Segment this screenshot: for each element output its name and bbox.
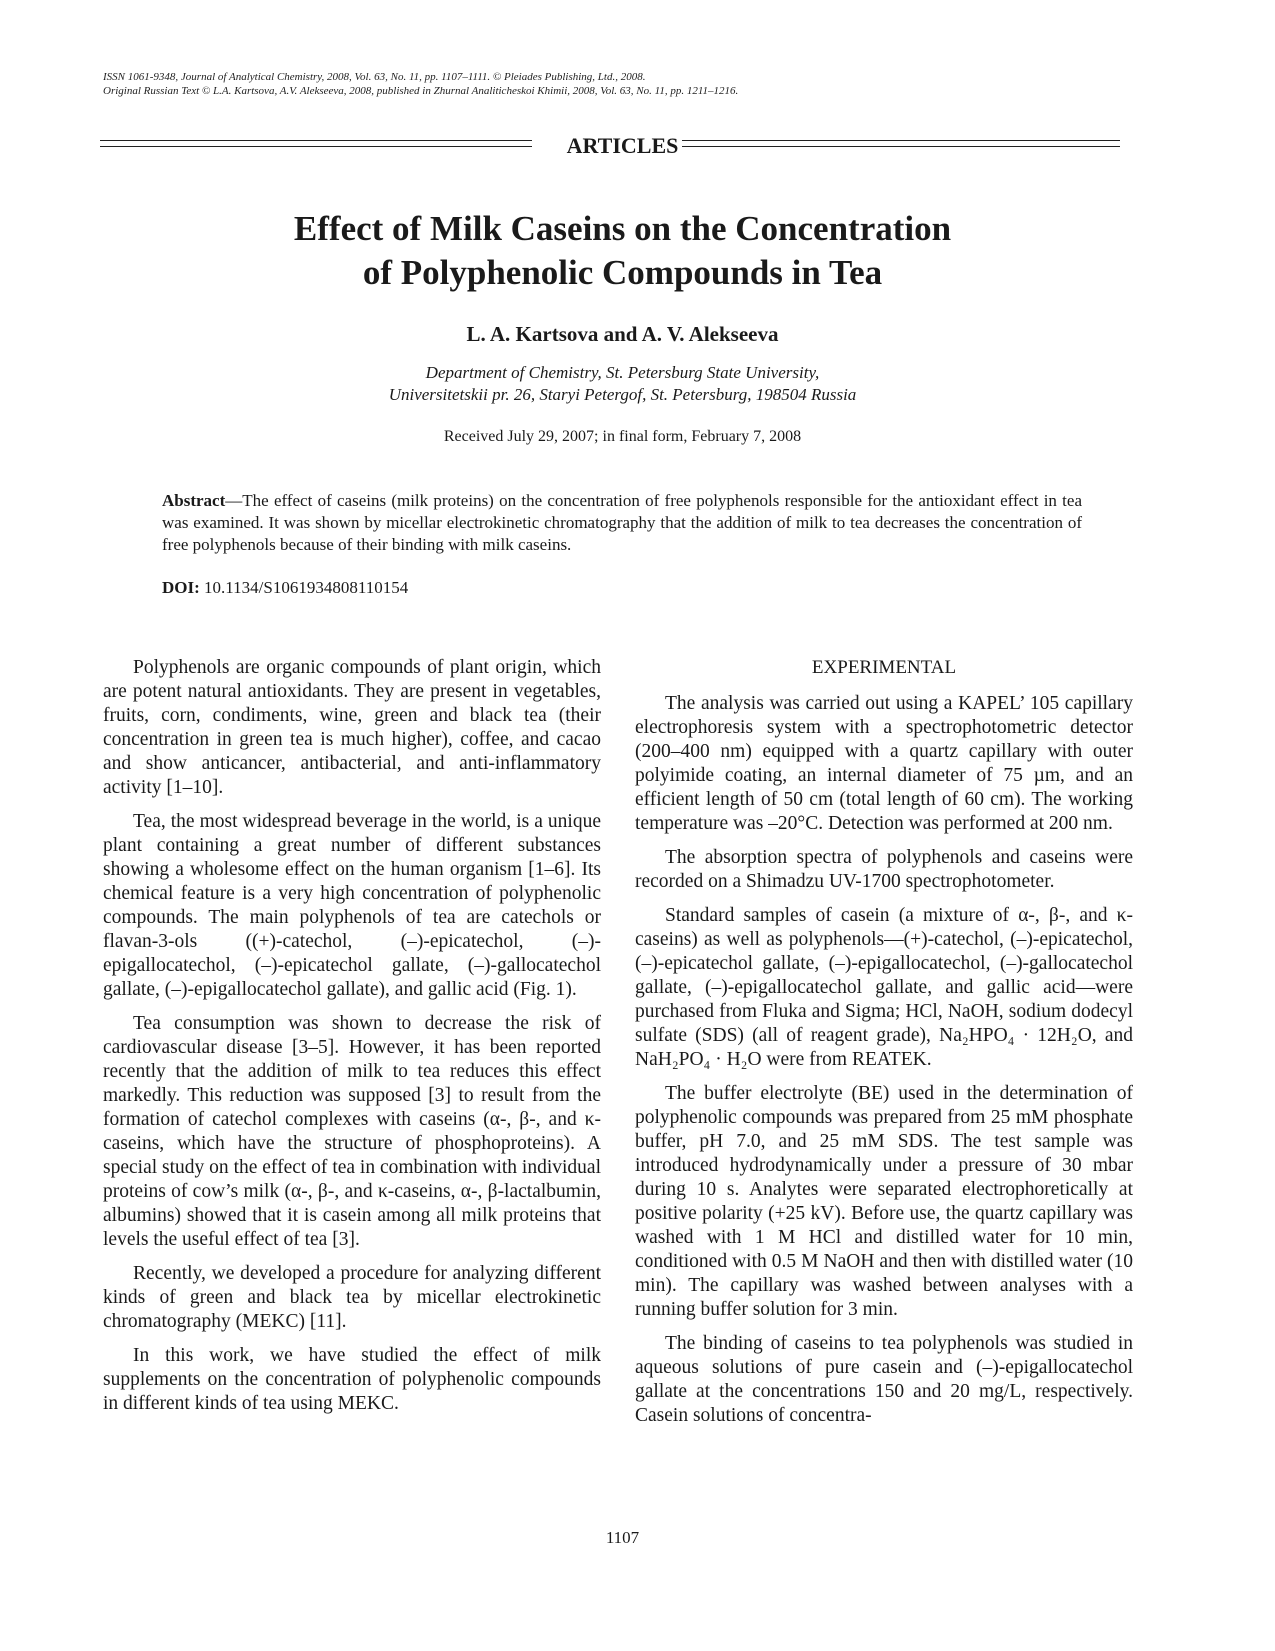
body-paragraph: The absorption spectra of polyphenols and caseins were recorded on a Shimadzu UV-1700 spectrophotometer. (635, 847, 1133, 892)
abstract-text: —The effect of caseins (milk proteins) on the concentration of free polyphenols responsible for the antioxidant effect in tea was examined. It was shown by micellar electrokinetic chromatography that the addition of milk to tea decreases the concentration of free polyphenols because of their binding with milk caseins. (162, 491, 1082, 554)
authors: L. A. Kartsova and A. V. Alekseeva (466, 322, 779, 346)
journal-header (103, 70, 738, 98)
affiliation-line2: Universitetskii pr. 26, Staryi Petergof, St. Petersburg, 198504 Russia (388, 385, 857, 404)
body-paragraph: The binding of caseins to tea polyphenols was studied in aqueous solutions of pure casein and (–)-epigallocatechol gallate at the concentrations 150 and 20 mg/L, respectively. Casein solutions of concentra- (635, 1333, 1133, 1426)
body-paragraph: Tea, the most widespread beverage in the world, is a unique plant containing a great number of different substances showing a wholesome effect on the human organism [1–6]. Its chemical feature is a very high concentration of polyphenolic compounds. The main polyphenols of tea are catechols or flavan-3-ols ((+)-catechol, (–)-epicatechol, (–)-epigallocatechol, (–)-epicatechol gallate, (–)-gallocatechol gallate, (–)-epigallocatechol gallate), and gallic acid (Fig. 1). (103, 811, 601, 1000)
received-dates: Received July 29, 2007; in final form, February 7, 2008 (443, 428, 802, 445)
body-paragraph: The buffer electrolyte (BE) used in the determination of polyphenolic compounds was prepared from 25 mM phosphate buffer, pH 7.0, and 25 mM SDS. The test sample was introduced hydrodynamically under a pressure of 30 mbar during 10 s. Analytes were separated electrophoretically at positive polarity (+25 kV). Before use, the quartz capillary was washed with 1 M HCl and distilled water for 10 min, conditioned with 0.5 M NaOH and then with distilled water (10 min). The capillary was washed between analyses with a running buffer solution for 3 min. (635, 1083, 1133, 1320)
section-label: ARTICLES (566, 133, 679, 158)
body-paragraph: In this work, we have studied the effect of milk supplements on the concentration of polyphenolic compounds in different kinds of tea using MEKC. (103, 1345, 601, 1414)
paper-title-line1: Effect of Milk Caseins on the Concentration (293, 209, 952, 248)
affiliation-line1: Department of Chemistry, St. Petersburg State University, (425, 363, 820, 382)
doi (162, 578, 408, 598)
page-number: 1107 (605, 1528, 640, 1547)
body-paragraph: The analysis was carried out using a KAPEL’ 105 capillary electrophoresis system with a spectrophotometric detector (200–400 nm) equipped with a quartz capillary with outer polyimide coating, an internal diameter of 75 µm, and an efficient length of 50 cm (total length of 60 cm). The working temperature was –20°C. Detection was performed at 200 nm. (635, 693, 1133, 834)
body-paragraph: Polyphenols are organic compounds of plant origin, which are potent natural antioxidants. They are present in vegetables, fruits, corn, condiments, wine, green and black tea (their concentration in green tea is much higher), coffee, and cacao and show anticancer, antibacterial, and anti-inflammatory activity [1–10]. (103, 657, 601, 798)
paper-title-line2: of Polyphenolic Compounds in Tea (362, 253, 883, 292)
doi-value: 10.1134/S1061934808110154 (204, 578, 409, 597)
left-column (103, 656, 601, 1426)
journal-header-line1: ISSN 1061-9348, Journal of Analytical Chemistry, 2008, Vol. 63, No. 11, pp. 1107–1111. © Pleiades Publishing, Ltd., 2008. (103, 71, 646, 83)
section-heading-experimental: EXPERIMENTAL (811, 657, 957, 678)
body-paragraph: Tea consumption was shown to decrease the risk of cardiovascular disease [3–5]. However, it has been reported recently that the addition of milk to tea reduces this effect markedly. This reduction was supposed [3] to result from the formation of catechol complexes with caseins (α-, β-, and κ-caseins, which have the structure of phosphoproteins). A special study on the effect of tea in combination with individual proteins of cow’s milk (α-, β-, and κ-caseins, α-, β-lactalbumin, albumins) showed that it is casein among all milk proteins that levels the useful effect of tea [3]. (103, 1013, 601, 1250)
abstract-label: Abstract (162, 491, 226, 510)
doi-label: DOI: (162, 578, 200, 597)
body-paragraph: Recently, we developed a procedure for analyzing different kinds of green and black tea by micellar electrokinetic chromatography (MEKC) [11]. (103, 1263, 601, 1332)
abstract (162, 490, 1082, 556)
right-column (635, 656, 1133, 1438)
journal-header-line2: Original Russian Text © L.A. Kartsova, A.V. Alekseeva, 2008, published in Zhurnal Analiticheskoi Khimii, 2008, Vol. 63, No. 11, pp. 1211–1216. (103, 85, 739, 97)
body-paragraph: Standard samples of casein (a mixture of α-, β-, and κ-caseins) as well as polyphenols—(+)-catechol, (–)-epicatechol, (–)-epicatechol gallate, (–)-epigallocatechol, (–)-gallocatechol gallate, (–)-epigallocatechol gallate, and gallic acid—were purchased from Fluka and Sigma; HCl, NaOH, sodium dodecyl sulfate (SDS) (all of reagent grade), Na₂HPO₄ · 12H₂O, and NaH₂PO₄ · H₂O were from REATEK. (635, 905, 1133, 1070)
